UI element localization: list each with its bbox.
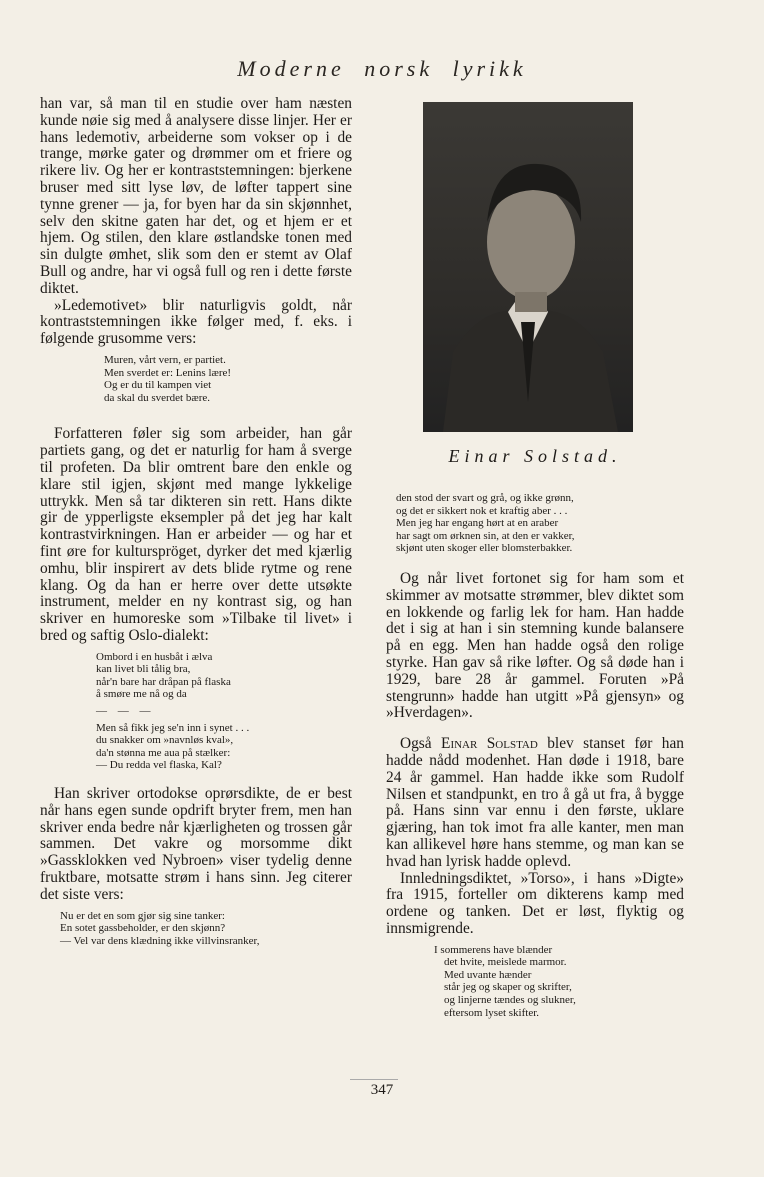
verse-line: da'n stønna me aua på stælker: xyxy=(96,746,231,759)
verse-line: Nu er det en som gjør sig sine tanker: xyxy=(60,909,225,922)
paragraph: Han skriver ortodokse oprørsdikte, de er best når hans egen sunde opdrift bryter frem, men han skriver enda bedre når kjærligheten og trossen går sammen. Det vakre og morsomme dikt »Gassklokken ved Nybroen» viser tydelig denne fruktbare, motsatte strøm i hans sinn. Jeg citerer det siste vers: xyxy=(40,785,352,903)
verse-line: En sotet gassbeholder, er den skjønn? xyxy=(60,922,226,935)
page-number: 347 xyxy=(370,1082,394,1098)
portrait-illustration xyxy=(423,102,633,432)
paragraph: han var, så man til en studie over ham næsten kunde nøie sig med å analysere disse linjer. Her er hans ledemotiv, arbeiderne som vokser op i de trange, mørke gater og drømmer om et friere og rikere liv. Og her er kontraststemningen: bjerkene bruser med sitt lyse løv, de løfter tappert sine tynne grener — ja, for byen har da sin skjønnhet, selv den skitne gaten har det, og et hjem er et hjem. Og stilen, den klare østlandske tonen med sin dulgte ømhet, slik som den er stemt av Olaf Bull og andre, har vi også full og ren i dette første diktet. xyxy=(40,95,352,297)
verse-line: da skal du sverdet bære. xyxy=(104,391,210,404)
verse-separator: — — — xyxy=(96,705,155,718)
paragraph: Forfatteren føler sig som arbeider, han går partiets gang, og det er naturlig for ham å sverge til profeten. Da blir omtrent bare den enkle og klare stil igjen, skjønt med mange lykkelige uttrykk. Men så tar dikteren sin rett. Hans dikte gir de ypperligste eksempler på det jeg har kalt kontrastvirkningen. Han er arbeider — og har et fint øre for kulturspröget, dyrker det med kjærlig omhu, blir inspirert av dets blide rytme og rene klang. Og da han er herre over dette utsøkte instrument, melder en ny kontrast sig, og han skriver en humoreske som »Tilbake til livet» i bred og saftig Oslo-dialekt: xyxy=(40,425,352,644)
verse-line: skjønt uten skoger eller blomsterbakker. xyxy=(396,542,573,555)
verse-line: og det er sikkert nok et kraftig aber . . . xyxy=(396,504,568,517)
verse-line: Med uvante hænder xyxy=(444,968,532,981)
verse-line: den stod der svart og grå, og ikke grønn, xyxy=(396,492,574,504)
page-number-rule xyxy=(350,1079,398,1080)
verse-line: — Du redda vel flaska, Kal? xyxy=(96,759,222,772)
paragraph-body: blev stanset før han hadde nådd modenhet. Han døde i 1918, bare 24 år gammel. Han hadde ikke som Rudolf Nilsen et standpunkt, en tro å gå ut fra, å bygge på. Hans sinn var ennu i den første, uklare gjæring, han tok imot fra alle kanter, men man kan allikevel høre hans stemme, og man kan se hvad han lyrisk hadde oplevd. xyxy=(386,735,684,870)
verse-line: har sagt om ørknen sin, at den er vakker, xyxy=(396,529,575,542)
verse-line: Ombord i en husbåt i ælva xyxy=(96,650,213,663)
verse-block xyxy=(96,651,352,772)
header-word: norsk xyxy=(364,56,434,81)
verse-line: I sommerens have blænder xyxy=(434,943,553,956)
verse-line: du snakker om »navnløs kval», xyxy=(96,734,234,747)
paragraph xyxy=(386,736,684,870)
verse-line: Men sverdet er: Lenins lære! xyxy=(104,366,232,379)
right-column xyxy=(386,492,684,1027)
verse-block xyxy=(60,910,352,948)
verse-line: står jeg og skaper og skrifter, xyxy=(444,981,572,994)
verse-line: eftersom lyset skifter. xyxy=(444,1006,540,1019)
verse-line: å smøre me nå og da xyxy=(96,688,187,701)
verse-block xyxy=(396,492,684,555)
verse-line: Men jeg har engang hørt at en araber xyxy=(396,517,559,530)
photo-caption: Einar Solstad. xyxy=(448,446,622,466)
verse-line: — Vel var dens klædning ikke villvinsranker, xyxy=(60,934,260,947)
verse-line: det hvite, meislede marmor. xyxy=(444,956,567,969)
verse-line: når'n bare har dråpan på flaska xyxy=(96,675,231,688)
verse-block xyxy=(104,354,352,404)
verse-block xyxy=(434,944,684,1020)
portrait-photo xyxy=(423,102,633,432)
verse-line: kan livet bli tålig bra, xyxy=(96,663,191,676)
left-column xyxy=(40,96,352,955)
verse-line: Og er du til kampen viet xyxy=(104,379,212,392)
paragraph: Og når livet fortonet sig for ham som et skimmer av motsatte strømmer, blev diktet som en lokkende og farlig lek for ham. Han hadde det i sig at han i sin stemning kunde balansere på en egg. Men han hadde også den rolige styrke. Han gav så rike løfter. Og så døde han i 1929, bare 28 år gammel. Foruten »På stengrunn» hadde han utgitt »På gjensyn» og »Hverdagen». xyxy=(386,569,684,722)
paragraph-lead: Også xyxy=(400,735,442,753)
verse-line: Men så fikk jeg se'n inn i synet . . . xyxy=(96,721,250,734)
running-header xyxy=(0,56,764,82)
verse-line: og linjerne tændes og slukner, xyxy=(444,994,576,1007)
header-word: Moderne xyxy=(237,56,345,81)
verse-line: Muren, vårt vern, er partiet. xyxy=(104,353,226,366)
author-name: Einar Solstad xyxy=(441,735,538,753)
paragraph: »Ledemotivet» blir naturligvis goldt, når kontraststemningen ikke følger med, f. eks. i følgende grusomme vers: xyxy=(40,296,352,348)
paragraph: Innledningsdiktet, »Torso», i hans »Digte» fra 1915, forteller om dikterens kamp med ordene og tanken. Det er løst, flyktig og innsmigrende. xyxy=(386,869,684,937)
header-word: lyrikk xyxy=(452,56,527,81)
